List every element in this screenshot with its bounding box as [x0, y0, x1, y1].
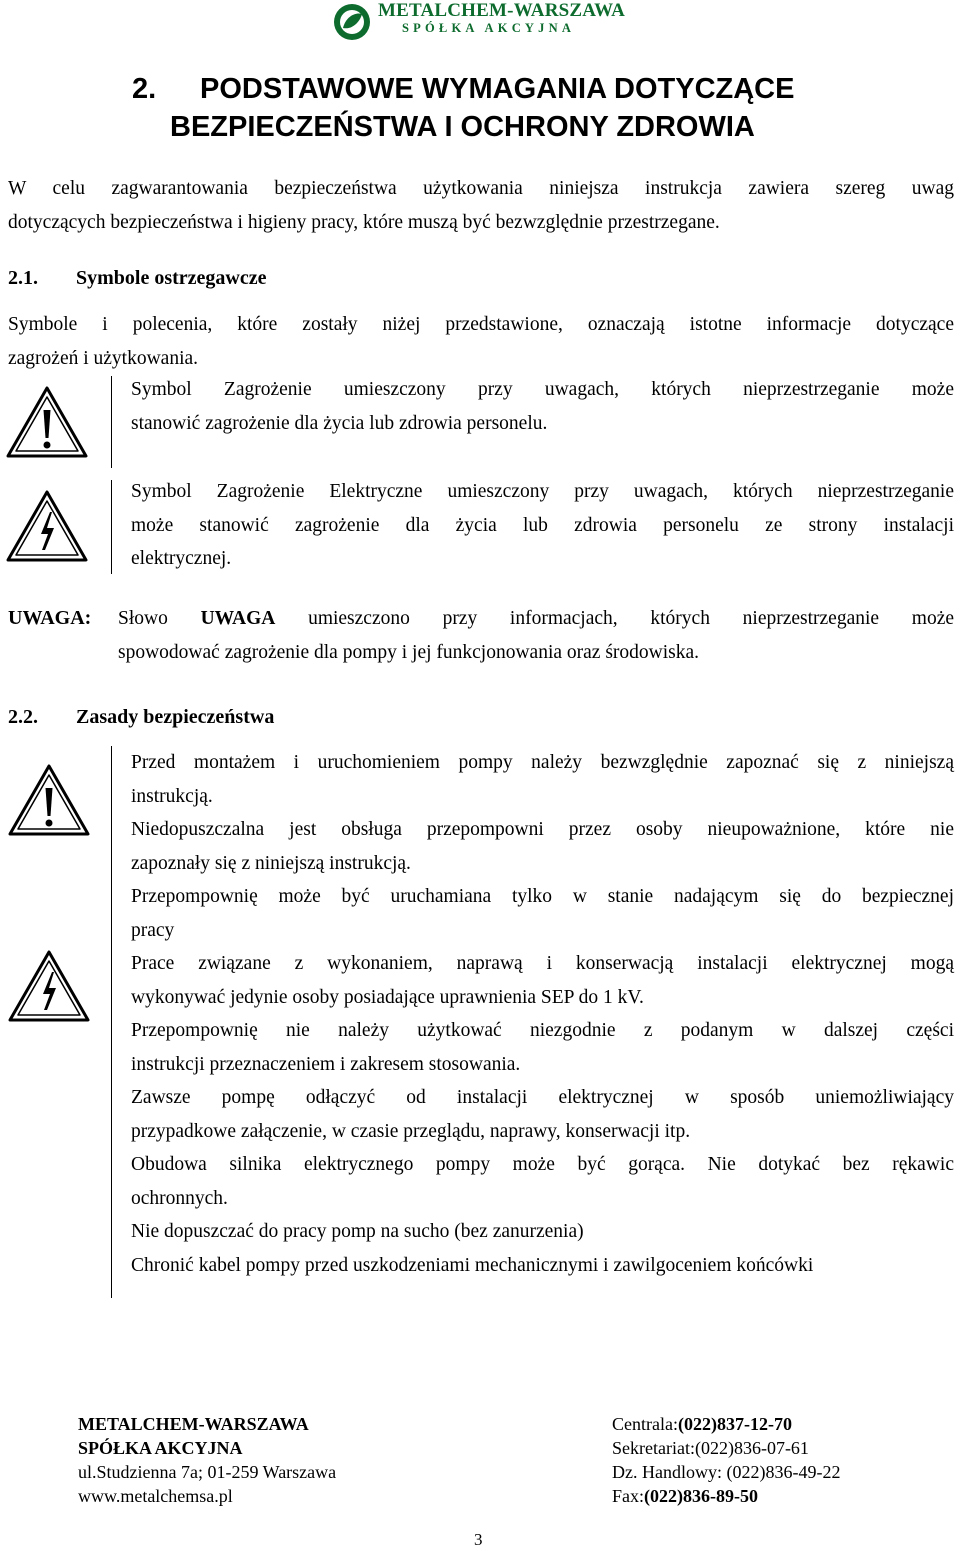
safety-rule-line: zapoznały się z niniejszą instrukcją.: [131, 852, 411, 874]
exclamation-warning-icon: [6, 762, 92, 840]
safety-rule: [131, 813, 954, 880]
symbol-divider: [111, 376, 112, 468]
symbols-intro-paragraph: [8, 308, 954, 375]
uwaga-text: umieszczono przy informacjach, których nieprzestrzeganie może: [308, 608, 955, 629]
subsection-number: 2.1.: [8, 267, 38, 289]
footer-centrala-label: Centrala:: [612, 1414, 678, 1434]
uwaga-word-pre: Słowo: [118, 608, 168, 629]
symbol-danger-description: [131, 373, 954, 440]
footer-centrala: [612, 1412, 840, 1436]
footer-fax: [612, 1484, 840, 1508]
subsection-number: 2.2.: [8, 706, 38, 728]
intro-line: W celu zagwarantowania bezpieczeństwa użytkowania niniejsza instrukcja zawiera szereg uwag: [8, 178, 954, 199]
uwaga-word: UWAGA: [200, 608, 276, 629]
footer-contact-info: [612, 1412, 840, 1508]
symbol-description-line: stanowić zagrożenie dla życia lub zdrowia personelu.: [131, 412, 548, 434]
safety-rule-line: przypadkowe załączenie, w czasie przeglądu, naprawy, konserwacji itp.: [131, 1120, 691, 1142]
footer-company-info: [78, 1412, 336, 1508]
footer-company-subtitle: SPÓŁKA AKCYJNA: [78, 1438, 243, 1458]
page-number: 3: [474, 1530, 483, 1549]
safety-rules-list: [131, 746, 954, 1282]
uwaga-paragraph: [118, 602, 954, 669]
safety-rule-line: Prace związane z wykonaniem, naprawą i konserwacją instalacji elektrycznej mogą: [131, 953, 954, 974]
logo-company-name: METALCHEM-WARSZAWA: [378, 0, 626, 21]
leaf-circle-logo: [332, 2, 372, 42]
footer-handlowy: Dz. Handlowy: (022)836-49-22: [612, 1462, 841, 1482]
logo-company-subtitle: SPÓŁKA AKCYJNA: [402, 21, 576, 35]
intro-paragraph: [8, 172, 954, 239]
footer-website: www.metalchemsa.pl: [78, 1486, 233, 1506]
safety-rule-line: Nie dopuszczać do pracy pomp na sucho (bez zanurzenia): [131, 1221, 584, 1242]
safety-rule: [131, 1081, 954, 1148]
symbols-intro-line: Symbole i polecenia, które zostały niżej przedstawione, oznaczają istotne informacje dotyczące: [8, 314, 954, 335]
subsection-title: Zasady bezpieczeństwa: [76, 706, 275, 728]
company-logo: [332, 0, 652, 44]
safety-rule-line: Przed montażem i uruchomieniem pompy należy bezwzględnie zapoznać się z niniejszą: [131, 752, 954, 773]
safety-rule-line: pracy: [131, 919, 175, 941]
page-title-line1: PODSTAWOWE WYMAGANIA DOTYCZĄCE: [200, 73, 795, 105]
symbol-description-line: Symbol Zagrożenie Elektryczne umieszczony przy uwagach, których nieprzestrzeganie: [131, 481, 954, 502]
safety-rule-line: Zawsze pompę odłączyć od instalacji elektrycznej w sposób uniemożliwiający: [131, 1087, 954, 1108]
safety-rule-line: Przepompownię nie należy użytkować niezgodnie z podanym w dalszej części: [131, 1020, 954, 1041]
uwaga-line: spowodować zagrożenie dla pompy i jej funkcjonowania oraz środowiska.: [118, 641, 700, 663]
footer-sekretariat: Sekretariat:(022)836-07-61: [612, 1438, 809, 1458]
symbol-description-line: Symbol Zagrożenie umieszczony przy uwagach, których nieprzestrzeganie może: [131, 379, 954, 400]
safety-rule: [131, 1249, 954, 1283]
safety-rule: [131, 880, 954, 947]
safety-rule: [131, 947, 954, 1014]
footer-centrala-value: (022)837-12-70: [677, 1414, 792, 1434]
safety-rule-line: instrukcji przeznaczeniem i zakresem stosowania.: [131, 1053, 521, 1075]
electric-warning-icon: [4, 488, 90, 566]
symbol-description-line: może stanowić zagrożenie dla życia lub zdrowia personelu ze strony instalacji: [131, 514, 954, 536]
subsection-title: Symbole ostrzegawcze: [76, 267, 267, 289]
symbol-description-line: elektrycznej.: [131, 548, 232, 569]
symbol-electric-description: [131, 475, 954, 576]
intro-line: dotyczących bezpieczeństwa i higieny pracy, które muszą być bezwzględnie przestrzegane.: [8, 211, 720, 233]
safety-rule-line: ochronnych.: [131, 1187, 228, 1209]
footer-address: ul.Studzienna 7a; 01-259 Warszawa: [78, 1462, 337, 1482]
electric-warning-icon: [6, 948, 92, 1026]
safety-rule-line: Niedopuszczalna jest obsługa przepompowni przez osoby nieupoważnione, które nie: [131, 819, 954, 840]
footer-fax-label: Fax:: [612, 1486, 645, 1506]
symbols-intro-line: zagrożeń i użytkowania.: [8, 347, 199, 369]
safety-rule-line: instrukcją.: [131, 785, 213, 807]
safety-rule-line: Chronić kabel pompy przed uszkodzeniami mechanicznymi i zawilgoceniem końcówki: [131, 1254, 814, 1276]
uwaga-label: UWAGA:: [8, 607, 92, 629]
safety-rule-line: Obudowa silnika elektrycznego pompy może być gorąca. Nie dotykać bez rękawic: [131, 1154, 954, 1175]
footer-fax-value: (022)836-89-50: [644, 1486, 758, 1506]
safety-rule: [131, 746, 954, 813]
safety-rule: [131, 1215, 954, 1249]
safety-rule: [131, 1014, 954, 1081]
rules-divider: [111, 746, 112, 1298]
footer-company-name: METALCHEM-WARSZAWA: [78, 1414, 309, 1434]
section-number: 2.: [132, 73, 157, 105]
page-title-line2: BEZPIECZEŃSTWA I OCHRONY ZDROWIA: [170, 111, 755, 143]
exclamation-warning-icon: [4, 384, 90, 462]
safety-rule: [131, 1148, 954, 1215]
safety-rule-line: Przepompownię może być uruchamiana tylko w stanie nadającym się do bezpiecznej: [131, 886, 954, 907]
symbol-divider: [111, 480, 112, 574]
safety-rule-line: wykonywać jedynie osoby posiadające uprawnienia SEP do 1 kV.: [131, 986, 644, 1008]
uwaga-line: [118, 602, 954, 636]
